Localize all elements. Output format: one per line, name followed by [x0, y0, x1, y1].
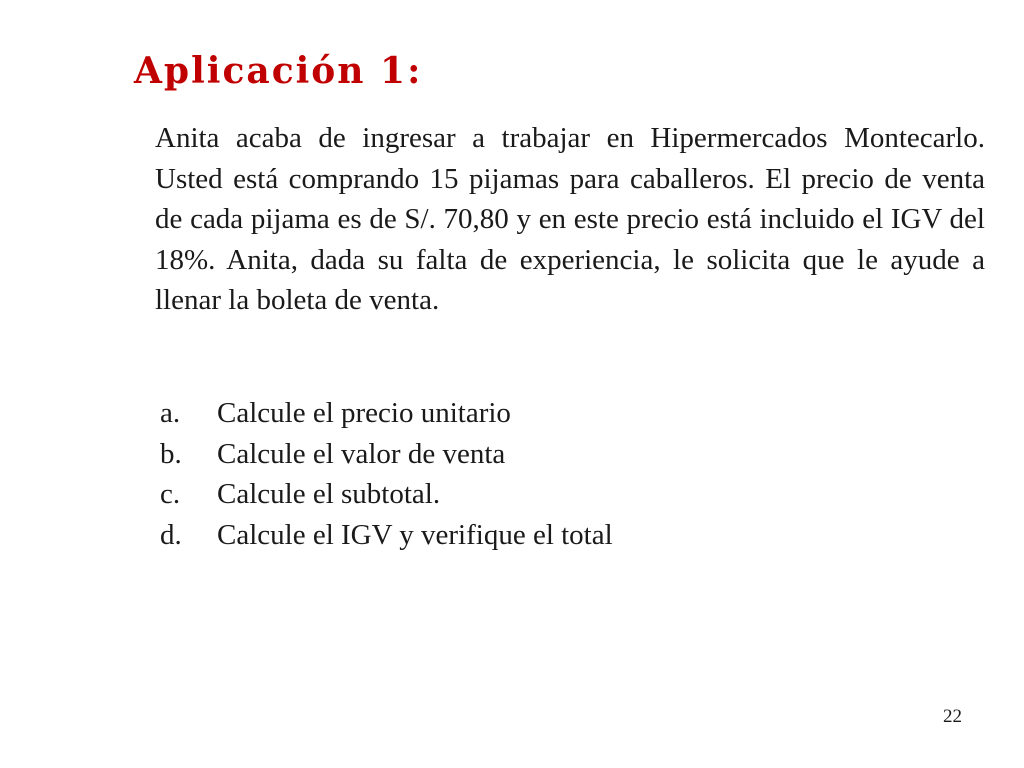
task-marker: d.	[160, 518, 182, 551]
task-item	[160, 515, 613, 556]
problem-statement: Anita acaba de ingresar a trabajar en Hipermercados Montecarlo. Usted está comprando 15 pijamas para caballeros. El precio de venta de cada pijama es de S/. 70,80 y en este precio está incluido el IGV del 18%. Anita, dada su falta de experiencia, le solicita que le ayude a llenar la boleta de venta.	[155, 122, 985, 316]
page-number: 22	[943, 706, 962, 727]
slide-title: Aplicación 1:	[134, 50, 423, 92]
task-marker: b.	[160, 437, 182, 470]
task-text: Calcule el IGV y verifique el total	[217, 518, 613, 551]
task-item	[160, 393, 613, 434]
task-list	[160, 393, 613, 555]
task-text: Calcule el precio unitario	[217, 397, 511, 429]
task-text: Calcule el valor de venta	[217, 437, 506, 470]
task-marker: c.	[160, 478, 181, 510]
task-marker: a.	[160, 397, 181, 429]
task-item	[160, 474, 613, 515]
task-item	[160, 434, 613, 475]
task-text: Calcule el subtotal.	[217, 478, 441, 510]
